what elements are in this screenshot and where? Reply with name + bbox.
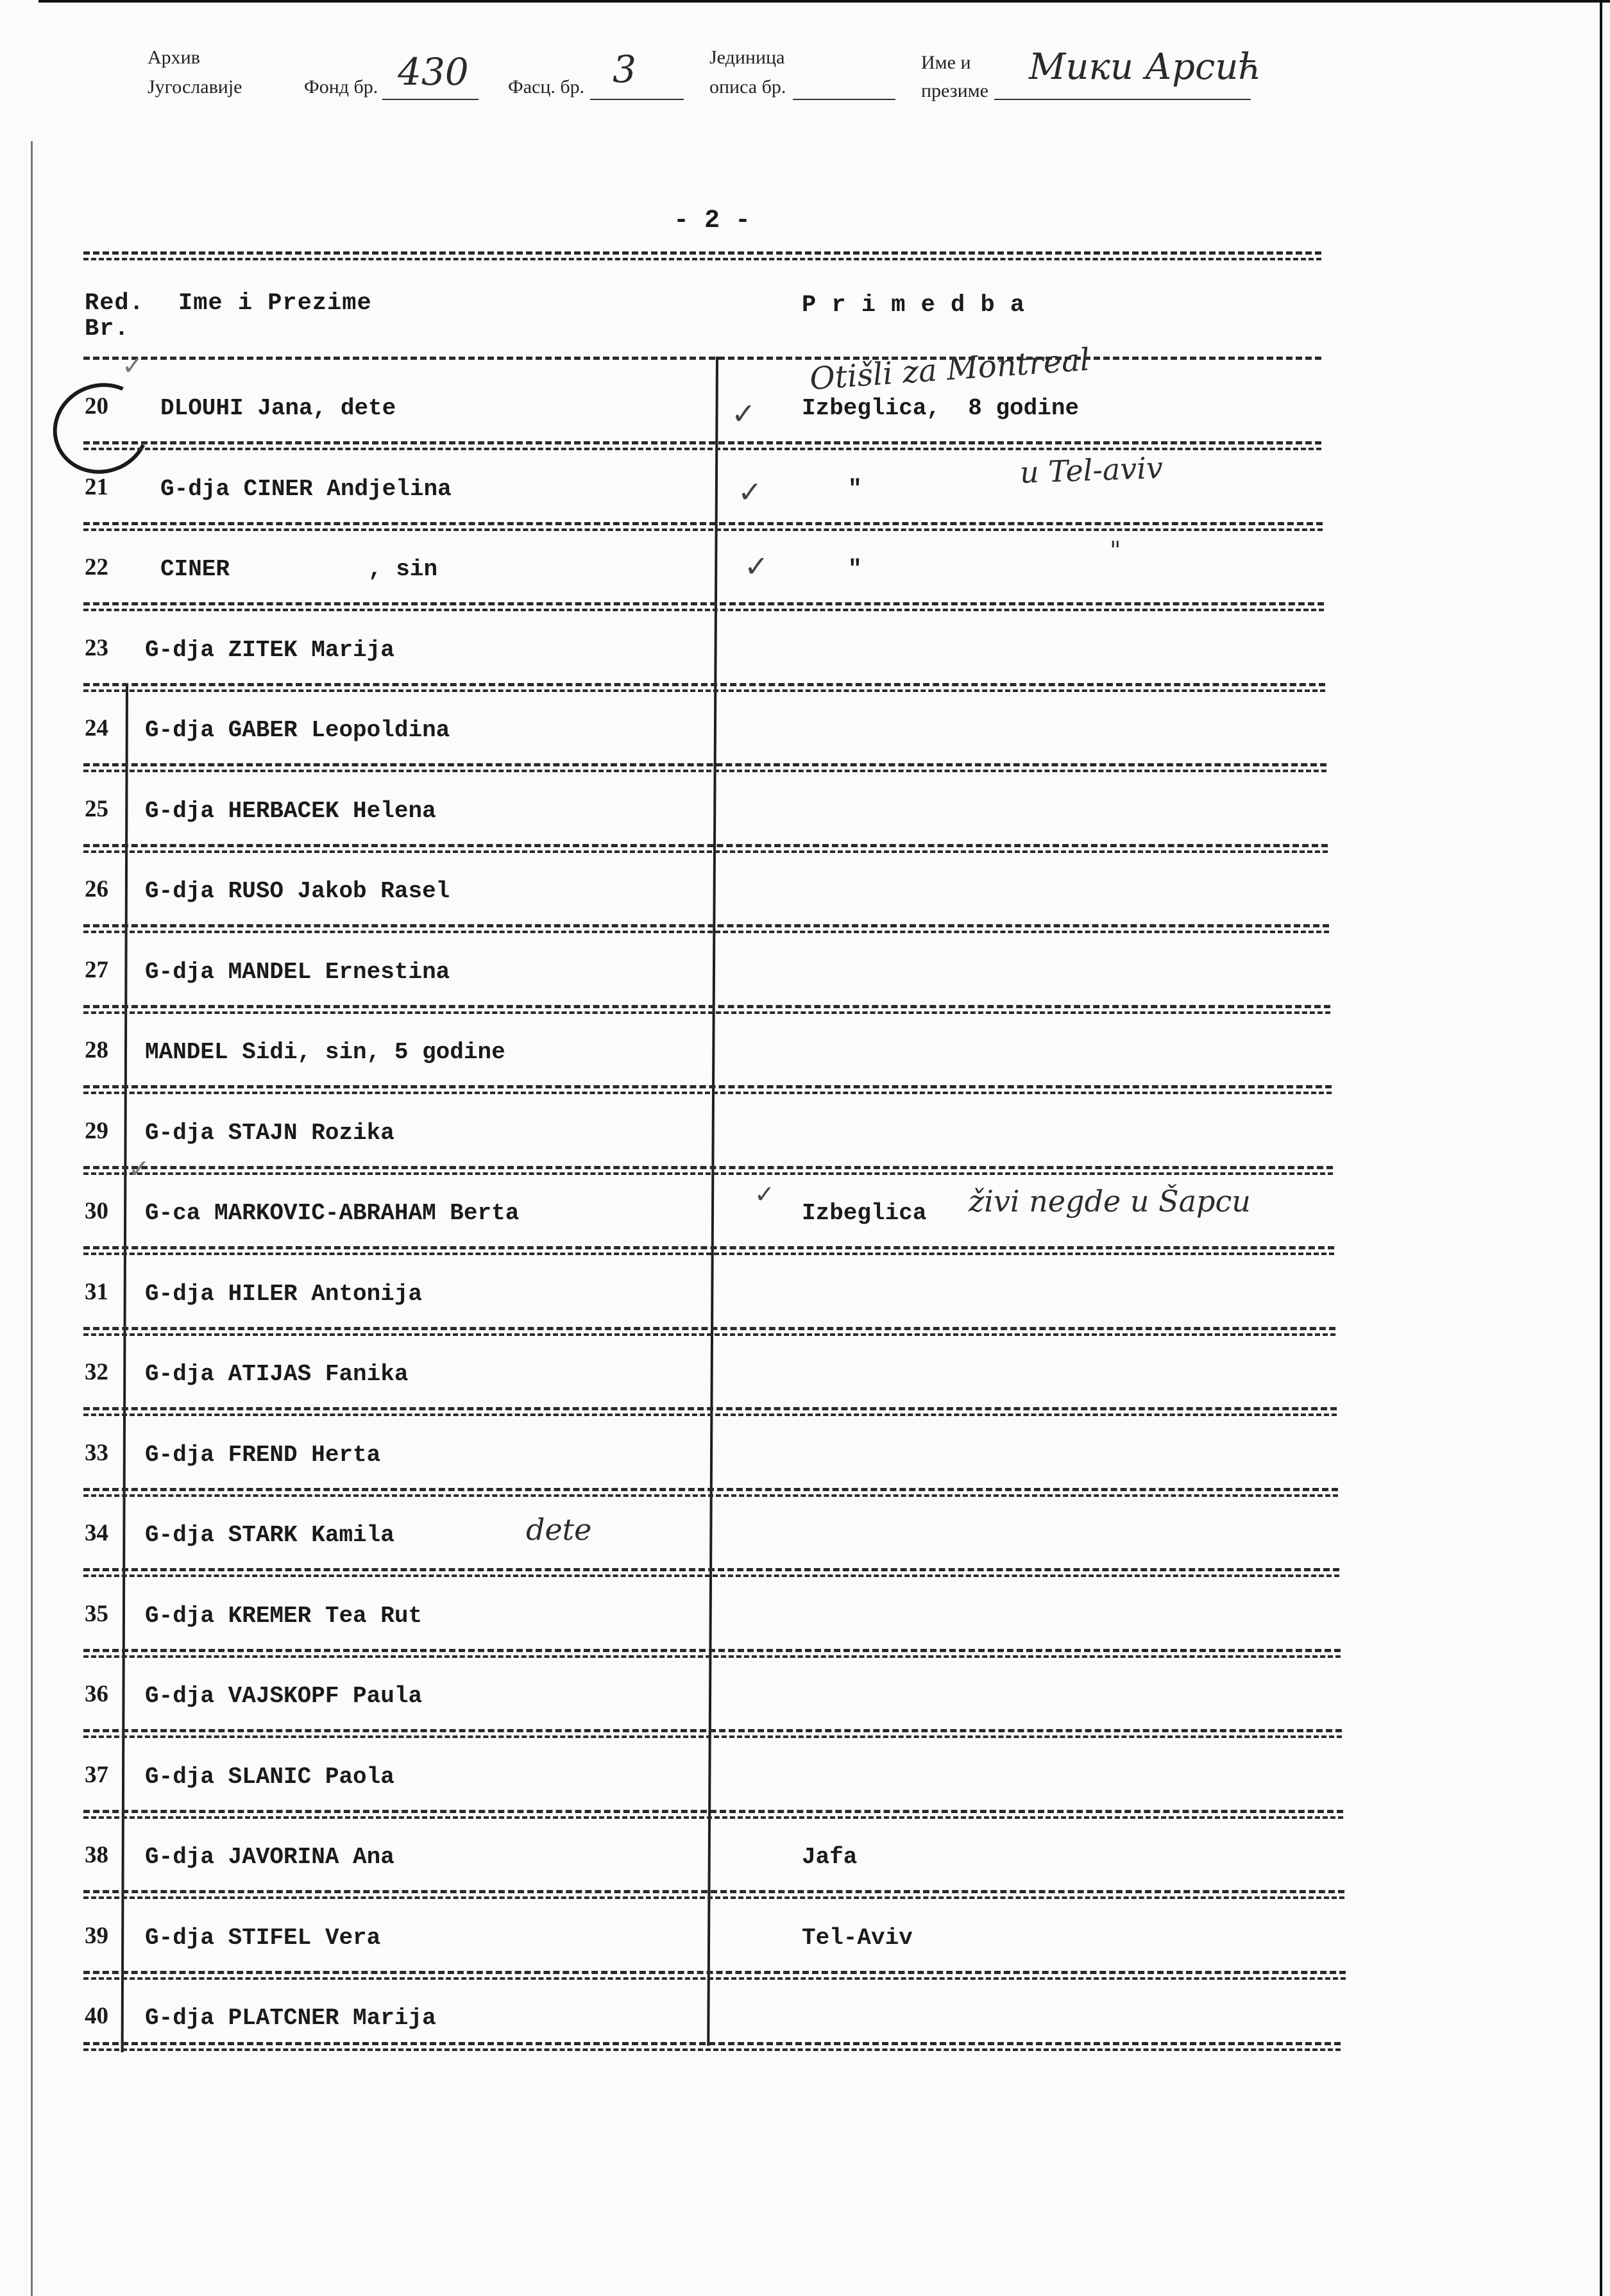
table-row	[0, 553, 1610, 592]
row-number: 27	[85, 957, 108, 983]
table-row	[0, 473, 1610, 512]
row-number: 28	[85, 1037, 108, 1063]
row-remark: Izbeglica	[802, 1200, 927, 1226]
row-separator-2	[83, 1816, 1343, 1819]
note-row-34: dete	[526, 1512, 592, 1547]
row-name: G-dja HILER Antonija	[145, 1281, 423, 1307]
row-name: CINER , sin	[160, 556, 438, 582]
row-number: 38	[85, 1842, 108, 1868]
fasc-underline	[590, 99, 684, 100]
row-number: 34	[85, 1520, 108, 1546]
archive-header	[0, 45, 1610, 135]
row-name: G-dja SLANIC Paola	[145, 1764, 394, 1790]
name-underline	[994, 99, 1251, 100]
table-row	[0, 1922, 1610, 1961]
table-row	[0, 1278, 1610, 1317]
row-remark: Jafa	[802, 1844, 858, 1870]
check-mark-row-22: ✓	[744, 549, 769, 584]
header-top-rule-2	[83, 258, 1321, 260]
row-separator-2	[83, 850, 1328, 853]
row-separator-2	[83, 1172, 1333, 1175]
row-number: 29	[85, 1118, 108, 1144]
fasc-label: Фасц. бр.	[508, 76, 585, 97]
row-separator-2	[83, 609, 1324, 611]
row-number: 36	[85, 1681, 108, 1707]
table-row	[0, 2002, 1610, 2041]
row-separator-2	[83, 528, 1323, 531]
row-separator-2	[83, 770, 1326, 772]
row-number: 35	[85, 1601, 108, 1627]
table-row	[0, 1841, 1610, 1880]
name-label-line2: презиме	[921, 80, 988, 101]
row-separator-2	[83, 1735, 1342, 1738]
check-mark-row-21: ✓	[738, 475, 763, 509]
top-border-line	[38, 0, 1610, 3]
row-separator-2	[83, 1655, 1341, 1658]
row-separator	[83, 1246, 1334, 1249]
row-separator	[83, 1729, 1342, 1732]
row-separator	[83, 441, 1321, 444]
table-bottom-rule	[83, 2042, 1341, 2045]
row-separator-2	[83, 1092, 1332, 1094]
name-value: Мики Арсић	[1029, 46, 1262, 88]
row-number: 37	[85, 1762, 108, 1788]
table-row	[0, 1439, 1610, 1478]
unit-underline	[793, 99, 895, 100]
row-separator-2	[83, 1574, 1339, 1577]
note-row-30: živi negde u Šapcu	[969, 1184, 1251, 1219]
table-row	[0, 1519, 1610, 1558]
row-separator	[83, 763, 1326, 766]
table-row	[0, 956, 1610, 995]
row-name: G-dja STARK Kamila	[145, 1522, 394, 1548]
row-number: 24	[85, 715, 108, 741]
table-row	[0, 1036, 1610, 1075]
row-number: 21	[85, 474, 108, 500]
page-number: - 2 -	[674, 207, 751, 235]
row-separator	[83, 522, 1323, 525]
archive-name-line1: Архив	[148, 47, 200, 68]
fond-label: Фонд бр.	[304, 76, 378, 97]
row-number: 23	[85, 635, 108, 661]
unit-label-line2: описа бр.	[709, 76, 786, 97]
row-number: 31	[85, 1279, 108, 1305]
row-separator-2	[83, 1494, 1338, 1497]
row-number: 33	[85, 1440, 108, 1466]
check-mark-row-20: ✓	[731, 396, 756, 431]
name-label-line1: Име и	[921, 52, 971, 73]
table-row	[0, 1761, 1610, 1800]
row-name: G-dja FREND Herta	[145, 1442, 381, 1468]
row-separator	[83, 1649, 1341, 1652]
table-row	[0, 1358, 1610, 1397]
row-number: 32	[85, 1359, 108, 1385]
row-separator	[83, 1005, 1330, 1008]
table-row	[0, 1117, 1610, 1156]
row-number: 25	[85, 796, 108, 822]
row-separator	[83, 602, 1324, 605]
row-number: 26	[85, 876, 108, 902]
row-name: G-ca MARKOVIC-ABRAHAM Berta	[145, 1200, 520, 1226]
row-number: 40	[85, 2003, 108, 2029]
archive-name-line2: Југославије	[148, 76, 242, 97]
row-remark: "	[848, 476, 862, 502]
row-name: G-dja VAJSKOPF Paula	[145, 1683, 423, 1709]
row-name: G-dja STAJN Rozika	[145, 1120, 394, 1146]
note-row-21: u Tel-aviv	[1019, 450, 1164, 490]
fond-value: 430	[398, 50, 469, 94]
row-separator	[83, 1488, 1338, 1491]
row-separator	[83, 1890, 1344, 1893]
row-separator-2	[83, 689, 1325, 692]
header-bottom-rule	[83, 357, 1321, 360]
row-separator	[83, 1568, 1339, 1571]
table-row	[0, 875, 1610, 914]
row-number: 22	[85, 554, 108, 580]
row-name: G-dja RUSO Jakob Rasel	[145, 878, 450, 904]
row-separator	[83, 1810, 1343, 1813]
table-row	[0, 795, 1610, 834]
row-name: G-dja CINER Andjelina	[160, 476, 452, 502]
row-separator-2	[83, 1896, 1344, 1899]
table-row	[0, 1680, 1610, 1719]
row-number: 39	[85, 1923, 108, 1949]
row-separator	[83, 1971, 1346, 1974]
row-separator	[83, 683, 1325, 686]
row-name: G-dja ZITEK Marija	[145, 637, 394, 663]
unit-label-line1: Јединица	[709, 47, 785, 68]
row-name: DLOUHI Jana, dete	[160, 395, 396, 421]
row-number: 20	[85, 393, 108, 419]
note-row-22: "	[1110, 536, 1121, 564]
column-header-number-line2: Br.	[85, 316, 130, 342]
row-separator-2	[83, 1333, 1335, 1336]
row-separator-2	[83, 1414, 1337, 1416]
row-name: G-dja GABER Leopoldina	[145, 717, 450, 743]
row-separator-2	[83, 1011, 1330, 1014]
column-header-number: Red.	[85, 290, 144, 317]
table-row	[0, 1600, 1610, 1639]
row-name: G-dja PLATCNER Marija	[145, 2005, 436, 2031]
row-separator	[83, 1085, 1332, 1088]
row-separator	[83, 924, 1329, 927]
table-row	[0, 393, 1610, 431]
row-number: 30	[85, 1198, 108, 1224]
table-bottom-rule-2	[83, 2048, 1341, 2051]
row-name: G-dja JAVORINA Ana	[145, 1844, 394, 1870]
row-name: G-dja MANDEL Ernestina	[145, 959, 450, 985]
row-separator	[83, 1166, 1333, 1169]
column-header-name: Ime i Prezime	[178, 290, 372, 317]
table-row	[0, 634, 1610, 673]
row-separator	[83, 1327, 1335, 1330]
row-remark: "	[848, 556, 862, 582]
row-name: G-dja KREMER Tea Rut	[145, 1603, 423, 1629]
table-row	[0, 1197, 1610, 1236]
column-header-remarks: P r i m e d b a	[802, 292, 1026, 319]
fasc-value: 3	[613, 47, 636, 91]
row-separator-2	[83, 931, 1329, 933]
fond-underline	[382, 99, 479, 100]
row-separator	[83, 844, 1328, 847]
table-row	[0, 714, 1610, 753]
row-name: G-dja STIFEL Vera	[145, 1925, 381, 1951]
row-remark: Izbeglica, 8 godine	[802, 395, 1080, 421]
note-row-20: Otišli za Montreal	[808, 341, 1091, 398]
check-mark-row-30: ✓	[754, 1180, 775, 1208]
row-name: G-dja HERBACEK Helena	[145, 798, 436, 824]
row-remark: Tel-Aviv	[802, 1925, 913, 1951]
check-mark-left-30: ✓	[128, 1154, 150, 1184]
row-name: G-dja ATIJAS Fanika	[145, 1361, 409, 1387]
row-separator	[83, 1407, 1337, 1410]
header-top-rule	[83, 251, 1321, 255]
row-separator-2	[83, 1253, 1334, 1255]
row-separator-2	[83, 1977, 1346, 1980]
row-name: MANDEL Sidi, sin, 5 godine	[145, 1039, 505, 1065]
row-separator-2	[83, 448, 1321, 450]
check-mark-left-20: ✓	[122, 351, 144, 381]
